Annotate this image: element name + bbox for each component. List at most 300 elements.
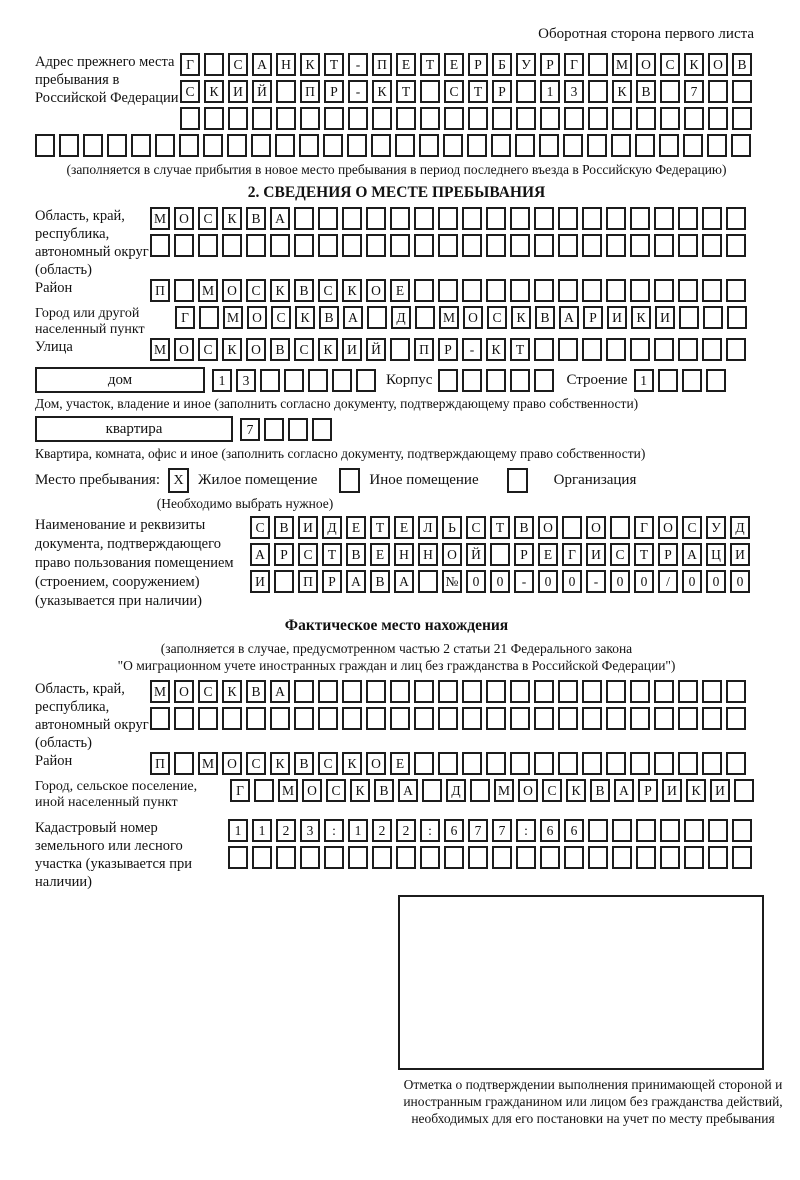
char-box[interactable] (732, 80, 752, 103)
char-box[interactable] (582, 680, 602, 703)
char-box[interactable] (276, 107, 296, 130)
char-box[interactable]: К (342, 279, 362, 302)
char-box[interactable]: С (542, 779, 562, 802)
char-box[interactable]: С (228, 53, 248, 76)
char-box[interactable] (438, 752, 458, 775)
char-box[interactable]: С (246, 752, 266, 775)
char-box[interactable] (606, 707, 626, 730)
char-box[interactable]: Е (390, 279, 410, 302)
char-box[interactable]: О (174, 338, 194, 361)
char-box[interactable] (660, 80, 680, 103)
char-box[interactable]: Д (322, 516, 342, 539)
char-box[interactable] (418, 570, 438, 593)
char-box[interactable] (654, 234, 674, 257)
char-box[interactable] (606, 338, 626, 361)
char-box[interactable] (612, 107, 632, 130)
char-box[interactable]: В (535, 306, 555, 329)
char-box[interactable] (726, 234, 746, 257)
char-box[interactable]: Р (492, 80, 512, 103)
char-box[interactable] (654, 680, 674, 703)
char-box[interactable] (396, 107, 416, 130)
char-box[interactable]: М (198, 279, 218, 302)
char-box[interactable]: П (150, 752, 170, 775)
char-box[interactable] (534, 338, 554, 361)
char-box[interactable] (390, 338, 410, 361)
char-box[interactable] (702, 234, 722, 257)
char-box[interactable] (276, 846, 296, 869)
char-box[interactable] (420, 107, 440, 130)
char-box[interactable] (227, 134, 247, 157)
char-box[interactable]: К (684, 53, 704, 76)
char-box[interactable] (678, 279, 698, 302)
char-box[interactable] (438, 234, 458, 257)
char-box[interactable]: 0 (682, 570, 702, 593)
char-box[interactable]: Р (658, 543, 678, 566)
char-box[interactable]: А (398, 779, 418, 802)
char-box[interactable] (660, 107, 680, 130)
char-box[interactable]: О (366, 279, 386, 302)
char-box[interactable] (606, 234, 626, 257)
char-box[interactable]: И (730, 543, 750, 566)
char-box[interactable]: Л (418, 516, 438, 539)
char-box[interactable]: М (612, 53, 632, 76)
char-box[interactable]: М (198, 752, 218, 775)
char-box[interactable]: 3 (564, 80, 584, 103)
char-box[interactable]: М (150, 338, 170, 361)
char-box[interactable] (204, 53, 224, 76)
kvartira-type-box[interactable]: квартира (35, 416, 233, 442)
char-box[interactable] (367, 306, 387, 329)
char-box[interactable]: В (590, 779, 610, 802)
char-box[interactable]: В (270, 338, 290, 361)
char-box[interactable]: 7 (468, 819, 488, 842)
char-box[interactable] (462, 707, 482, 730)
char-box[interactable]: Ц (706, 543, 726, 566)
char-box[interactable] (366, 207, 386, 230)
char-box[interactable] (414, 207, 434, 230)
char-box[interactable] (150, 234, 170, 257)
char-box[interactable] (515, 134, 535, 157)
char-box[interactable]: К (270, 279, 290, 302)
char-box[interactable] (534, 369, 554, 392)
char-box[interactable]: И (710, 779, 730, 802)
char-box[interactable] (558, 207, 578, 230)
char-box[interactable] (659, 134, 679, 157)
char-box[interactable]: О (708, 53, 728, 76)
char-box[interactable]: Е (346, 516, 366, 539)
char-box[interactable]: А (343, 306, 363, 329)
char-box[interactable]: Т (510, 338, 530, 361)
char-box[interactable] (300, 107, 320, 130)
char-box[interactable] (174, 707, 194, 730)
char-box[interactable] (390, 207, 410, 230)
char-box[interactable]: О (302, 779, 322, 802)
char-box[interactable] (308, 369, 328, 392)
char-box[interactable]: П (414, 338, 434, 361)
char-box[interactable] (490, 543, 510, 566)
char-box[interactable] (534, 207, 554, 230)
char-box[interactable] (563, 134, 583, 157)
char-box[interactable]: : (324, 819, 344, 842)
char-box[interactable]: Р (274, 543, 294, 566)
char-box[interactable] (299, 134, 319, 157)
char-box[interactable] (342, 680, 362, 703)
char-box[interactable]: - (348, 80, 368, 103)
char-box[interactable] (342, 707, 362, 730)
char-box[interactable]: - (462, 338, 482, 361)
char-box[interactable] (582, 752, 602, 775)
char-box[interactable]: 0 (490, 570, 510, 593)
char-box[interactable] (438, 680, 458, 703)
char-box[interactable] (726, 707, 746, 730)
char-box[interactable] (294, 207, 314, 230)
char-box[interactable]: С (271, 306, 291, 329)
char-box[interactable] (59, 134, 79, 157)
char-box[interactable] (390, 680, 410, 703)
char-box[interactable]: 0 (562, 570, 582, 593)
char-box[interactable] (510, 707, 530, 730)
char-box[interactable] (510, 752, 530, 775)
char-box[interactable] (348, 846, 368, 869)
char-box[interactable]: О (222, 279, 242, 302)
char-box[interactable] (332, 369, 352, 392)
char-box[interactable] (630, 752, 650, 775)
char-box[interactable] (588, 80, 608, 103)
char-box[interactable]: Т (490, 516, 510, 539)
char-box[interactable]: К (300, 53, 320, 76)
char-box[interactable]: 1 (212, 369, 232, 392)
char-box[interactable] (270, 234, 290, 257)
char-box[interactable] (294, 707, 314, 730)
char-box[interactable] (420, 846, 440, 869)
char-box[interactable]: О (247, 306, 267, 329)
char-box[interactable]: К (318, 338, 338, 361)
char-box[interactable] (558, 707, 578, 730)
char-box[interactable] (588, 107, 608, 130)
char-box[interactable] (491, 134, 511, 157)
char-box[interactable] (252, 846, 272, 869)
char-box[interactable]: В (319, 306, 339, 329)
char-box[interactable]: О (246, 338, 266, 361)
char-box[interactable] (174, 234, 194, 257)
char-box[interactable] (260, 369, 280, 392)
char-box[interactable]: 1 (348, 819, 368, 842)
char-box[interactable] (682, 369, 702, 392)
char-box[interactable] (611, 134, 631, 157)
char-box[interactable] (510, 207, 530, 230)
char-box[interactable]: М (439, 306, 459, 329)
char-box[interactable]: В (514, 516, 534, 539)
char-box[interactable] (414, 707, 434, 730)
char-box[interactable] (654, 338, 674, 361)
char-box[interactable]: К (204, 80, 224, 103)
char-box[interactable]: Е (370, 543, 390, 566)
char-box[interactable]: В (274, 516, 294, 539)
char-box[interactable] (654, 207, 674, 230)
char-box[interactable] (198, 234, 218, 257)
char-box[interactable] (415, 306, 435, 329)
char-box[interactable]: К (222, 680, 242, 703)
char-box[interactable]: О (658, 516, 678, 539)
char-box[interactable]: Г (634, 516, 654, 539)
char-box[interactable] (492, 107, 512, 130)
char-box[interactable]: 6 (564, 819, 584, 842)
char-box[interactable]: К (350, 779, 370, 802)
char-box[interactable] (630, 279, 650, 302)
char-box[interactable]: В (374, 779, 394, 802)
char-box[interactable] (660, 819, 680, 842)
char-box[interactable] (706, 369, 726, 392)
char-box[interactable] (702, 707, 722, 730)
char-box[interactable]: К (342, 752, 362, 775)
char-box[interactable]: К (486, 338, 506, 361)
char-box[interactable]: О (463, 306, 483, 329)
char-box[interactable] (702, 680, 722, 703)
char-box[interactable] (300, 846, 320, 869)
char-box[interactable] (606, 207, 626, 230)
char-box[interactable]: С (294, 338, 314, 361)
char-box[interactable]: А (250, 543, 270, 566)
char-box[interactable]: Р (540, 53, 560, 76)
char-box[interactable]: О (366, 752, 386, 775)
char-box[interactable]: К (566, 779, 586, 802)
char-box[interactable]: О (538, 516, 558, 539)
char-box[interactable] (414, 680, 434, 703)
char-box[interactable]: С (318, 752, 338, 775)
char-box[interactable] (462, 369, 482, 392)
char-box[interactable]: Й (466, 543, 486, 566)
char-box[interactable] (486, 279, 506, 302)
char-box[interactable]: С (487, 306, 507, 329)
char-box[interactable] (294, 234, 314, 257)
char-box[interactable] (107, 134, 127, 157)
char-box[interactable] (462, 680, 482, 703)
char-box[interactable] (199, 306, 219, 329)
char-box[interactable]: К (631, 306, 651, 329)
char-box[interactable]: Ь (442, 516, 462, 539)
char-box[interactable] (414, 234, 434, 257)
char-box[interactable] (630, 707, 650, 730)
char-box[interactable]: Р (322, 570, 342, 593)
char-box[interactable] (438, 279, 458, 302)
char-box[interactable] (83, 134, 103, 157)
char-box[interactable]: В (370, 570, 390, 593)
char-box[interactable]: 0 (706, 570, 726, 593)
char-box[interactable] (468, 846, 488, 869)
char-box[interactable] (254, 779, 274, 802)
char-box[interactable]: Е (538, 543, 558, 566)
char-box[interactable]: А (394, 570, 414, 593)
char-box[interactable]: Н (394, 543, 414, 566)
char-box[interactable]: К (295, 306, 315, 329)
char-box[interactable]: : (420, 819, 440, 842)
char-box[interactable]: С (318, 279, 338, 302)
char-box[interactable]: Й (252, 80, 272, 103)
char-box[interactable] (612, 819, 632, 842)
char-box[interactable]: Б (492, 53, 512, 76)
char-box[interactable] (660, 846, 680, 869)
char-box[interactable] (246, 234, 266, 257)
char-box[interactable]: О (222, 752, 242, 775)
char-box[interactable]: К (222, 338, 242, 361)
char-box[interactable] (222, 234, 242, 257)
char-box[interactable]: И (655, 306, 675, 329)
char-box[interactable] (35, 134, 55, 157)
char-box[interactable]: О (442, 543, 462, 566)
char-box[interactable]: 2 (372, 819, 392, 842)
char-box[interactable] (414, 752, 434, 775)
char-box[interactable] (395, 134, 415, 157)
char-box[interactable]: 1 (228, 819, 248, 842)
char-box[interactable] (534, 680, 554, 703)
char-box[interactable] (276, 80, 296, 103)
char-box[interactable] (678, 207, 698, 230)
char-box[interactable] (252, 107, 272, 130)
char-box[interactable] (734, 779, 754, 802)
char-box[interactable]: 0 (466, 570, 486, 593)
char-box[interactable] (510, 279, 530, 302)
char-box[interactable]: П (300, 80, 320, 103)
char-box[interactable]: П (150, 279, 170, 302)
char-box[interactable]: - (586, 570, 606, 593)
char-box[interactable] (342, 207, 362, 230)
char-box[interactable] (606, 279, 626, 302)
char-box[interactable] (420, 80, 440, 103)
char-box[interactable] (419, 134, 439, 157)
char-box[interactable]: С (246, 279, 266, 302)
char-box[interactable] (396, 846, 416, 869)
char-box[interactable] (510, 680, 530, 703)
char-box[interactable] (558, 338, 578, 361)
char-box[interactable] (732, 819, 752, 842)
char-box[interactable]: Р (438, 338, 458, 361)
char-box[interactable] (636, 819, 656, 842)
char-box[interactable] (288, 418, 308, 441)
char-box[interactable] (318, 680, 338, 703)
char-box[interactable] (610, 516, 630, 539)
char-box[interactable]: 1 (252, 819, 272, 842)
char-box[interactable] (539, 134, 559, 157)
char-box[interactable]: Д (730, 516, 750, 539)
char-box[interactable]: К (270, 752, 290, 775)
char-box[interactable] (654, 752, 674, 775)
char-box[interactable]: А (559, 306, 579, 329)
char-box[interactable] (702, 338, 722, 361)
char-box[interactable]: А (346, 570, 366, 593)
char-box[interactable]: А (270, 680, 290, 703)
char-box[interactable] (708, 80, 728, 103)
char-box[interactable] (438, 707, 458, 730)
char-box[interactable] (534, 279, 554, 302)
char-box[interactable] (683, 134, 703, 157)
char-box[interactable] (516, 846, 536, 869)
char-box[interactable] (708, 819, 728, 842)
char-box[interactable]: 0 (610, 570, 630, 593)
char-box[interactable]: Г (564, 53, 584, 76)
char-box[interactable]: С (466, 516, 486, 539)
char-box[interactable]: / (658, 570, 678, 593)
char-box[interactable]: 2 (276, 819, 296, 842)
char-box[interactable] (438, 369, 458, 392)
char-box[interactable]: В (636, 80, 656, 103)
char-box[interactable] (510, 234, 530, 257)
char-box[interactable] (390, 234, 410, 257)
char-box[interactable] (582, 707, 602, 730)
char-box[interactable]: Г (230, 779, 250, 802)
char-box[interactable] (284, 369, 304, 392)
char-box[interactable] (462, 752, 482, 775)
char-box[interactable] (366, 707, 386, 730)
checkbox-zhiloe[interactable]: X (168, 468, 189, 493)
char-box[interactable]: Т (370, 516, 390, 539)
char-box[interactable]: С (198, 680, 218, 703)
char-box[interactable]: 7 (240, 418, 260, 441)
char-box[interactable] (558, 680, 578, 703)
char-box[interactable] (203, 134, 223, 157)
char-box[interactable] (564, 846, 584, 869)
char-box[interactable]: С (610, 543, 630, 566)
char-box[interactable] (727, 306, 747, 329)
char-box[interactable] (732, 846, 752, 869)
char-box[interactable]: О (518, 779, 538, 802)
char-box[interactable]: Д (391, 306, 411, 329)
char-box[interactable] (179, 134, 199, 157)
char-box[interactable] (274, 570, 294, 593)
char-box[interactable]: 1 (540, 80, 560, 103)
char-box[interactable]: И (228, 80, 248, 103)
char-box[interactable] (606, 680, 626, 703)
char-box[interactable] (198, 707, 218, 730)
char-box[interactable]: А (682, 543, 702, 566)
char-box[interactable] (582, 234, 602, 257)
char-box[interactable] (318, 207, 338, 230)
char-box[interactable] (588, 819, 608, 842)
char-box[interactable]: М (150, 680, 170, 703)
char-box[interactable] (468, 107, 488, 130)
char-box[interactable]: - (514, 570, 534, 593)
char-box[interactable]: И (607, 306, 627, 329)
char-box[interactable] (318, 234, 338, 257)
char-box[interactable] (486, 752, 506, 775)
char-box[interactable]: 3 (236, 369, 256, 392)
char-box[interactable] (342, 234, 362, 257)
char-box[interactable] (414, 279, 434, 302)
char-box[interactable] (684, 819, 704, 842)
char-box[interactable] (390, 707, 410, 730)
char-box[interactable]: О (174, 680, 194, 703)
char-box[interactable]: 3 (300, 819, 320, 842)
char-box[interactable] (708, 846, 728, 869)
char-box[interactable] (516, 80, 536, 103)
char-box[interactable] (703, 306, 723, 329)
char-box[interactable] (516, 107, 536, 130)
char-box[interactable]: В (294, 279, 314, 302)
char-box[interactable] (732, 107, 752, 130)
char-box[interactable] (726, 338, 746, 361)
char-box[interactable]: Т (634, 543, 654, 566)
char-box[interactable] (678, 338, 698, 361)
char-box[interactable] (558, 234, 578, 257)
char-box[interactable] (174, 752, 194, 775)
char-box[interactable] (702, 207, 722, 230)
char-box[interactable]: А (270, 207, 290, 230)
char-box[interactable] (726, 680, 746, 703)
char-box[interactable] (702, 752, 722, 775)
char-box[interactable] (702, 279, 722, 302)
char-box[interactable]: Т (324, 53, 344, 76)
char-box[interactable] (294, 680, 314, 703)
char-box[interactable]: С (660, 53, 680, 76)
